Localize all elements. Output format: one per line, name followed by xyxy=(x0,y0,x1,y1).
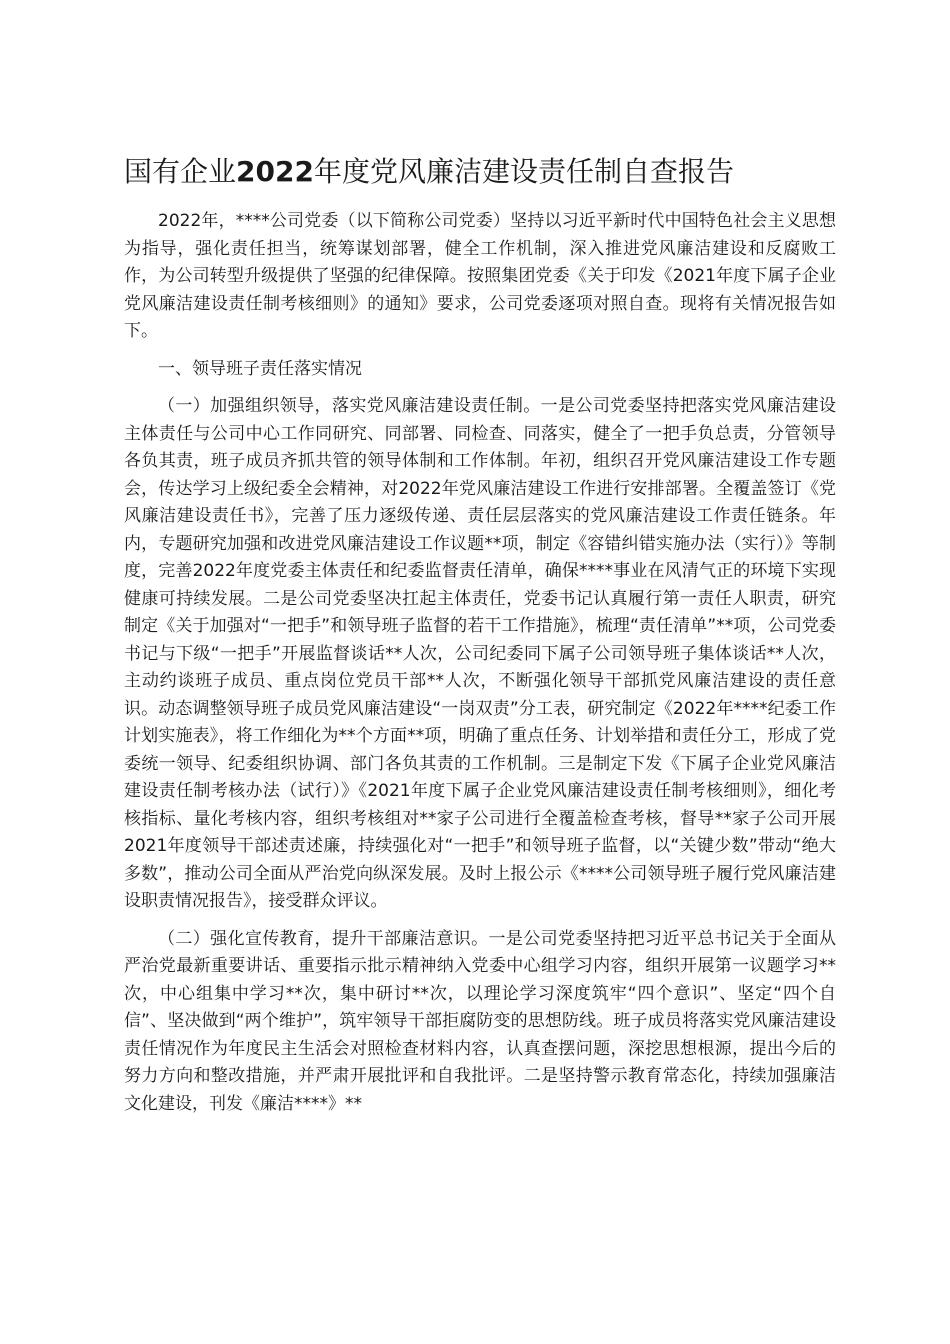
title-prefix: 国有企业 xyxy=(124,155,237,188)
title-suffix: 年度党风廉洁建设责任制自查报告 xyxy=(313,155,734,188)
paragraph-publicity-education: （二）强化宣传教育，提升干部廉洁意识。一是公司党委坚持把习近平总书记关于全面从严治党最新重要讲话、重要指示批示精神纳入党委中心组学习内容，组织开展第一议题学习**次，中心组集中学习**次，集中研讨**次，以理论学习深度筑牢“四个意识”、坚定“四个自信”、坚决做到“两个维护”，筑牢领导干部拒腐防变的思想防线。班子成员将落实党风廉洁建设责任情况作为年度民主生活会对照检查材料内容，认真查摆问题，深挖思想根源，提出今后的努力方向和整改措施，并严肃开展批评和自我批评。二是坚持警示教育常态化，持续加强廉洁文化建设，刊发《廉洁****》** xyxy=(124,928,836,1114)
document-body xyxy=(124,208,836,1118)
paragraph-organization-leadership: （一）加强组织领导，落实党风廉洁建设责任制。一是公司党委坚持把落实党风廉洁建设主体责任与公司中心工作同研究、同部署、同检查、同落实，健全了一把手负总责，分管领导各负其责，班子成员齐抓共管的领导体制和工作体制。年初，组织召开党风廉洁建设工作专题会，传达学习上级纪委全会精神，对2022年党风廉洁建设工作进行安排部署。全覆盖签订《党风廉洁建设责任书》，完善了压力逐级传递、责任层层落实的党风廉洁建设工作责任链条。年内，专题研究加强和改进党风廉洁建设工作议题**项，制定《容错纠错实施办法（实行）》等制度，完善2022年度党委主体责任和纪委监督责任清单，确保****事业在风清气正的环境下实现健康可持续发展。二是公司党委坚决扛起主体责任，党委书记认真履行第一责任人职责，研究制定《关于加强对“一把手”和领导班子监督的若干工作措施》，梳理“责任清单”**项，公司党委书记与下级“一把手”开展监督谈话**人次，公司纪委同下属子公司领导班子集体谈话**人次，主动约谈班子成员、重点岗位党员干部**人次，不断强化领导干部抓党风廉洁建设的责任意识。动态调整领导班子成员党风廉洁建设“一岗双责”分工表，研究制定《2022年****纪委工作计划实施表》，将工作细化为**个方面**项，明确了重点任务、计划举措和责任分工，形成了党委统一领导、纪委组织协调、部门各负其责的工作机制。三是制定下发《下属子企业党风廉洁建设责任制考核办法（试行）》《2021年度下属子企业党风廉洁建设责任制考核细则》，细化考核指标、量化考核内容，组织考核组对**家子公司进行全覆盖检查考核，督导**家子公司开展2021年度领导干部述责述廉，持续强化对“一把手”和领导班子监督，以“关键少数”带动“绝大多数”，推动公司全面从严治党向纵深发展。及时上报公示《****公司领导班子履行党风廉洁建设职责情况报告》，接受群众评议。 xyxy=(124,396,836,911)
document-title xyxy=(124,152,844,192)
intro-paragraph: 2022年，****公司党委（以下简称公司党委）坚持以习近平新时代中国特色社会主义思想为指导，强化责任担当，统筹谋划部署，健全工作机制，深入推进党风廉洁建设和反腐败工作，为公司转型升级提供了坚强的纪律保障。按照集团党委《关于印发《2021年度下属子企业党风廉洁建设责任制考核细则》的通知》要求，公司党委逐项对照自查。现将有关情况报告如下。 xyxy=(124,211,836,341)
title-year: 2022 xyxy=(236,155,314,188)
section-heading-1: 一、领导班子责任落实情况 xyxy=(158,358,362,379)
